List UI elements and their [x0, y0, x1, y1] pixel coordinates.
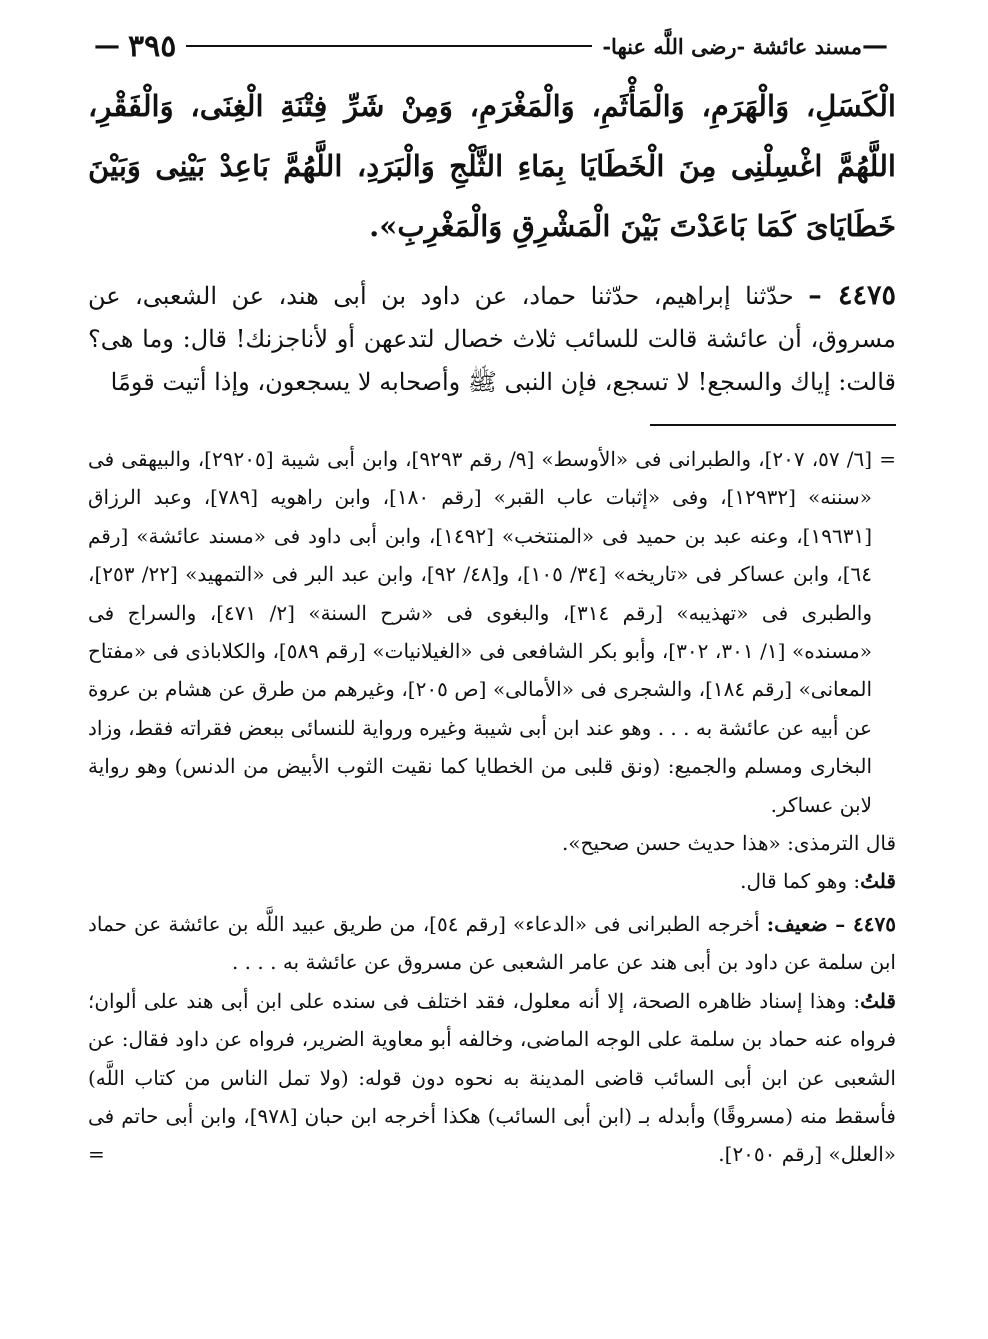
qultu-note-2	[88, 982, 896, 1174]
qultu-1-text: : وهو كما قال.	[740, 869, 861, 894]
footnote-4475-text: أخرجه الطبرانى فى «الدعاء» [رقم ٥٤]، من طريق عبيد اللَّه بن عائشة عن حماد ابن سلمة عن داود بن أبى هند عن عامر الشعبى عن مسروق عن عائشة به . . . .	[88, 911, 896, 975]
qultu-label-2: قلتُ	[860, 988, 896, 1013]
running-title: مسند عائشة -رضى اللَّه عنها-	[602, 33, 862, 59]
takhrij-text: [٦/ ٥٧، ٢٠٧]، والطبرانى فى «الأوسط» [٩/ رقم ٩٢٩٣]، وابن أبى شيبة [٢٩٢٠٥]، والبيهقى فى «سننه» [١٢٩٣٢]، وفى «إثبات عاب القبر» [رقم ١٨٠]، وابن راهويه [٧٨٩]، وعبد الرزاق [١٩٦٣١]، وعنه عبد بن حميد فى «المنتخب» [١٤٩٢]، وابن أبى داود فى «مسند عائشة» [رقم ٦٤]، وابن عساكر فى «تاريخه» [٣٤/ ١٠٥]، و[٤٨/ ٩٢]، وابن عبد البر فى «التمهيد» [٢٢/ ٢٥٣]، والطبرى فى «تهذيبه» [رقم ٣١٤]، والبغوى فى «شرح السنة» [٢/ ٤٧١]، والسراج فى «مسنده» [١/ ٣٠١، ٣٠٢]، وأبو بكر الشافعى فى «الغيلانيات» [رقم ٥٨٩]، والكلاباذى فى «مفتاح المعانى» [رقم ١٨٤]، والشجرى فى «الأمالى» [ص ٢٠٥]، وغيرهم من طرق عن هشام بن عروة عن أبيه عن عائشة به . . . وهو عند ابن أبى شيبة وغيره ورواية للنسائى ببعض فقراته فقط، وزاد البخارى ومسلم والجميع: (ونق قلبى من الخطايا كما نقيت الثوب الأبيض من الدنس) وهو رواية لابن عساكر.	[88, 447, 873, 817]
header-dash-right: —	[862, 31, 888, 61]
page-number: ٣٩٥	[128, 28, 177, 64]
continuation-mark: =	[879, 447, 896, 471]
qultu-label: قلتُ	[860, 869, 896, 894]
footnote-4475	[88, 905, 896, 982]
qultu-2-text: : وهذا إسناد ظاهره الصحة، إلا أنه معلول، فقد اختلف فى سنده على ابن أبى هند على ألوان؛ فرواه عنه حماد بن سلمة على الوجه الماضى، وخالفه أبو معاوية الضرير، فرواه عن داود فقال: عن الشعبى عن ابن أبى السائب قاضى المدينة به نحوه دون قوله: (ولا تمل الناس من كتاب اللَّه) فأسقط منه (مسروقًا) وأبدله بـ (ابن أبى السائب) هكذا أخرجه ابن حبان [٩٧٨]، وابن أبى حاتم فى «العلل» [رقم ٢٠٥٠].	[88, 988, 896, 1167]
hadith-text: الْكَسَلِ، وَالْهَرَمِ، وَالْمَأْثَمِ، وَالْمَغْرَمِ، وَمِنْ شَرِّ فِتْنَةِ الْغِنَى، وَالْفَقْرِ، اللَّهُمَّ اغْسِلْنِى مِنَ الْخَطَايَا بِمَاءِ الثَّلْجِ وَالْبَرَدِ، اللَّهُمَّ بَاعِدْ بَيْنِى وَبَيْنَ خَطَايَاىَ كَمَا بَاعَدْتَ بَيْنَ الْمَشْرِقِ وَالْمَغْرِبِ».	[88, 89, 896, 243]
running-header	[94, 28, 896, 64]
footnote-takhrij	[88, 440, 896, 824]
main-text	[88, 76, 896, 404]
footnote-4475-label: ٤٤٧٥ – ضعيف:	[766, 911, 896, 936]
footnote-separator	[650, 424, 896, 426]
header-rule	[186, 45, 592, 47]
hadith-number: ٤٤٧٥ –	[808, 280, 896, 311]
tirmidhi-note: قال الترمذى: «هذا حديث حسن صحيح».	[561, 831, 896, 856]
hadith-4475	[88, 274, 896, 404]
footnotes	[88, 440, 896, 1174]
end-continuation-mark: =	[88, 1142, 105, 1167]
hadith-4475-text: حدّثنا إبراهيم، حدّثنا حماد، عن داود بن أبى هند، عن الشعبى، عن مسروق، أن عائشة قالت للسائب ثلاث خصال لتدعهن أو لأناجزنك! قال: وما هى؟ قالت: إياك والسجع! لا تسجع، فإن النبى ﷺ وأصحابه لا يسجعون، وإذا أتيت قومًا	[88, 282, 896, 396]
qultu-note-1	[88, 862, 896, 900]
header-dash-left: —	[94, 31, 120, 61]
